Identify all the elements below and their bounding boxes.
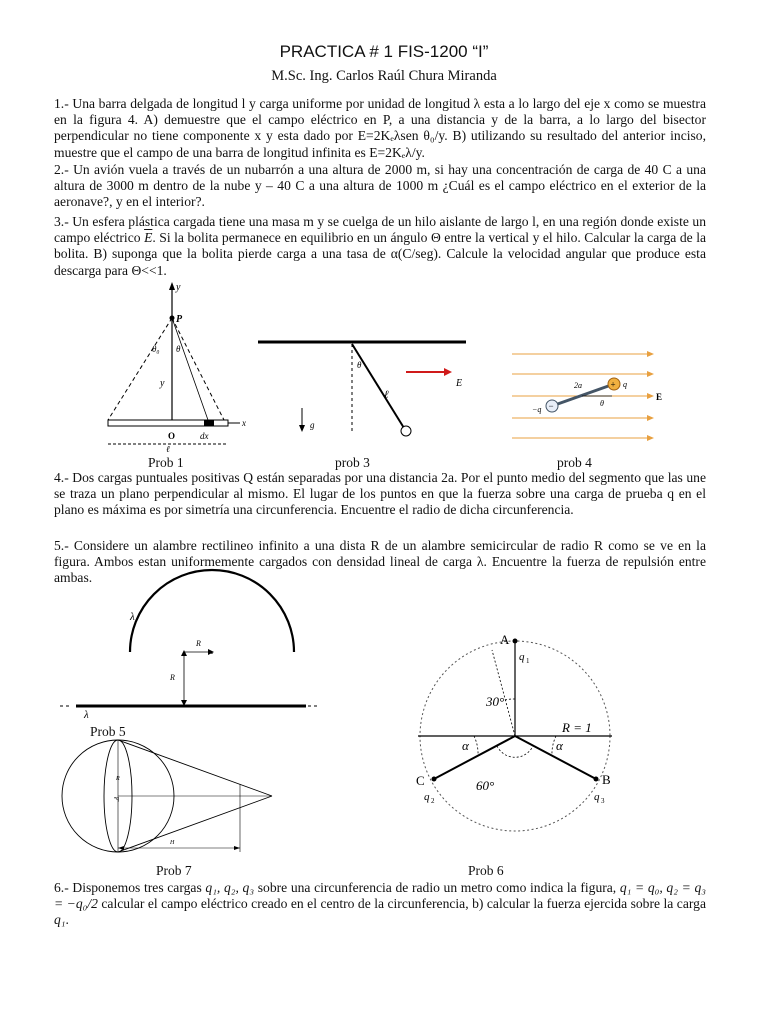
fig4-minus-q-label: −q	[532, 405, 542, 414]
fig4-plus-sign: +	[610, 379, 616, 390]
problem-6-text-b: sobre una circunferencia de radio un metro como indica la figura,	[254, 880, 620, 895]
charge-q1: q₁	[54, 912, 66, 928]
problem-2-text: 2.- Un avión vuela a través de un nubarrón a una altura de 2000 m, si hay una concentración de carga de 40 C a una altura de 3000 m dentro de la nube y – 40 C a una altura de 1000 m ¿Cuál es el campo eléctrico en el exterior de la aeronave?, y en el interior?.	[54, 162, 706, 210]
fig6-q3-label: q	[594, 791, 600, 803]
fig3-length-label: ℓ	[384, 389, 389, 401]
figure-prob-3	[256, 332, 468, 452]
fig6-alpha-left-label: α	[462, 738, 469, 753]
charge-values: q₁ = q₀, q₂ = q₃ = −q₀/2	[54, 880, 706, 912]
caption-prob-3: prob 3	[335, 455, 370, 470]
fig1-origin-label: O	[168, 431, 176, 441]
caption-prob-6: Prob 6	[468, 863, 504, 878]
fig1-point-p: P	[176, 314, 183, 325]
fig3-gravity-label: g	[310, 420, 315, 430]
fig5-radius-label: R	[196, 639, 201, 648]
caption-prob-5: Prob 5	[90, 724, 126, 739]
fig1-y-distance-label: y	[160, 378, 165, 389]
fig7-radius-label: R	[116, 776, 120, 782]
fig6-point-b-label: B	[602, 772, 611, 787]
fig1-theta-label: θ	[176, 344, 181, 354]
fig1-length-label: ℓ	[166, 444, 170, 454]
caption-prob-1: Prob 1	[148, 455, 184, 470]
problem-6-text-d: .	[65, 912, 69, 928]
fig6-angle-30-label: 30°	[486, 694, 505, 709]
problem-6-text-a: 6.- Disponemos tres cargas	[54, 880, 206, 895]
problem-4-text: 4.- Dos cargas puntuales positivas Q están separadas por una distancia 2a. Por el punto medio del segmento que las une se traza un plano perpendicular al mismo. El lugar de los puntos en que la fuerza sobre una carga de prueba q en el plano es máxima es por simetría una circunferencia. Encuentre el radio de dicha circunferencia.	[54, 470, 706, 518]
fig7-height-label: H	[170, 840, 175, 846]
caption-prob-4: prob 4	[557, 455, 592, 470]
fig1-x-axis-label: x	[242, 418, 246, 428]
figure-prob-6	[410, 630, 620, 835]
fig1-y-axis-label: y	[176, 282, 181, 293]
fig4-field-label: E	[656, 392, 663, 402]
caption-prob-7: Prob 7	[156, 863, 192, 878]
fig5-lambda-wire-label: λ	[84, 709, 89, 721]
fig5-distance-label: R	[170, 673, 175, 682]
fig6-q1-subscript: 1	[526, 657, 530, 665]
fig4-q-label: q	[623, 380, 627, 389]
fig7-charge-label: •q	[114, 796, 120, 802]
fig4-theta-label: θ	[600, 399, 604, 408]
problem-3-text-a: 3.- Un esfera plástica cargada tiene una masa m y se cuelga de un hilo aislante de largo l, en una región donde existe un campo eléctrico	[54, 214, 706, 246]
charges-list: q₁, q₂, q₃	[205, 880, 255, 895]
fig4-minus-sign: −	[548, 401, 554, 411]
fig4-distance-label: 2a	[574, 381, 582, 390]
fig6-alpha-right-label: α	[556, 738, 563, 753]
problem-1-text: 1.- Una barra delgada de longitud l y carga uniforme por unidad de longitud λ esta a lo largo del eje x como se muestra en la figura 4. A) demuestre que el campo eléctrico en P, a una distancia y de la barra, a lo largo del bisector perpendicular no tiene componente x y esta dado por E=2Kₑλsen θ₀/y. B) utilizando su resultado del anterior inciso, muestre que el campo de una barra de longitud infinita es E=2Kₑλ/y.	[54, 96, 706, 160]
figure-prob-5	[58, 600, 320, 720]
fig1-dx-label: dx	[200, 431, 209, 441]
problem-6-text-c: calcular el campo eléctrico creado en el centro de la circunferencia, b) calcular la fuerza ejercida sobre la carga	[97, 896, 706, 912]
fig6-angle-60-label: 60°	[476, 778, 495, 793]
page-title: PRACTICA # 1 FIS-1200 “I”	[279, 42, 489, 61]
fig6-q2-subscript: 2	[431, 797, 435, 805]
figure-prob-1	[100, 282, 250, 452]
figure-prob-7	[58, 740, 278, 860]
fig3-theta-label: θ	[357, 360, 362, 370]
fig6-q3-subscript: 3	[601, 797, 605, 805]
author-line: M.Sc. Ing. Carlos Raúl Chura Miranda	[271, 68, 497, 84]
field-vector-symbol: $\overline{E}$	[144, 230, 153, 246]
fig6-q2-label: q	[424, 791, 430, 803]
problem-3-text-b: . Si la bolita permanece en equilibrio en un ángulo Θ entre la vertical y el hilo. Calcular la carga de la bolita. B) suponga que la bolita pierde carga a una tasa de α(C/seg). Calcule la velocidad angular que produce esta descarga para Θ<<1.	[54, 230, 707, 278]
problem-6-text	[54, 880, 706, 929]
fig1-theta0-label: θ₀	[152, 344, 160, 354]
problem-5-text: 5.- Considere un alambre rectilineo infinito a una dista R de un alambre semicircular de radio R como se ve en la figura. Ambos estan uniformemente cargados con densidad lineal de carga λ. Encuentre la fuerza de repulsión entre ambas.	[54, 538, 706, 586]
fig6-q1-label: q	[519, 651, 525, 663]
figure-prob-4	[510, 350, 663, 454]
fig5-lambda-arc-label: λ	[130, 611, 135, 623]
fig6-point-c-label: C	[416, 773, 425, 788]
problem-3-text	[54, 214, 706, 279]
fig3-field-label: E	[456, 378, 463, 389]
fig6-radius-label: R = 1	[562, 720, 592, 735]
fig6-point-a-label: A	[500, 632, 510, 647]
